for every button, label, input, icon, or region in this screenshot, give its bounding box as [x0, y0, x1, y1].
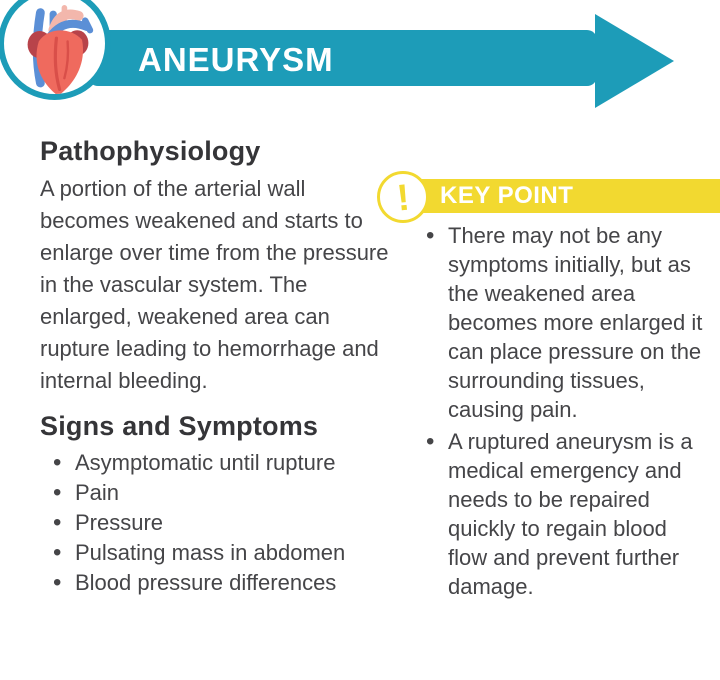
symptom-item: • Pressure [40, 508, 390, 537]
signs-symptoms-heading: Signs and Symptoms [40, 411, 319, 441]
title-arrow-banner [0, 0, 720, 130]
symptoms-list [40, 448, 390, 597]
symptom-item: • Pain [40, 478, 390, 507]
key-point-label: KEY POINT [440, 182, 574, 209]
anatomical-heart-icon [18, 3, 98, 99]
pathophysiology-text: A portion of the arterial wall becomes weakened and starts to enlarge over time from the pressure in the vascular system. The enlarged, weakened area can rupture leading to hemorrhage and internal bleeding. [40, 176, 389, 393]
left-column [40, 136, 390, 598]
exclamation-glyph: ! [394, 175, 412, 219]
exclamation-icon [377, 171, 429, 223]
page-title: ANEURYSM [138, 41, 334, 78]
symptom-item: • Blood pressure differences [40, 568, 390, 597]
heart-badge [0, 0, 111, 100]
symptom-item: • Pulsating mass in abdomen [40, 538, 390, 567]
pathophysiology-heading: Pathophysiology [40, 136, 261, 166]
key-point-item: • A ruptured aneurysm is a medical emergency and needs to be repaired quickly to regain blood flow and prevent further damage. [420, 427, 708, 601]
key-point-banner [390, 179, 720, 213]
key-point-item: • There may not be any symptoms initially, but as the weakened area becomes more enlarged it can place pressure on the surrounding tissues, causing pain. [420, 221, 708, 424]
key-points-list [420, 221, 708, 604]
symptom-item: • Asymptomatic until rupture [40, 448, 390, 477]
